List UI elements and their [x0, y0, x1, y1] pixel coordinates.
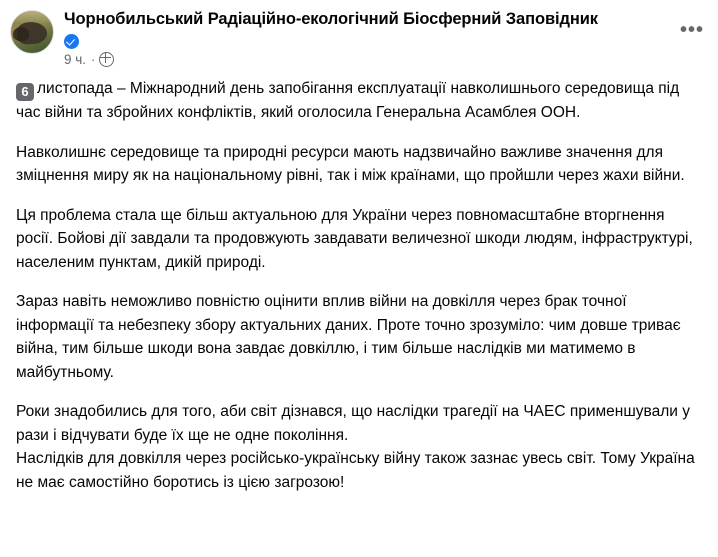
post-paragraph-1 — [16, 77, 702, 125]
post-paragraph-2: Навколишнє середовище та природні ресурси мають надзвичайно важливе значення для зміцнення миру як на національному рівні, так і між країнами, що пройшли через жахи війни. — [16, 143, 685, 184]
post-paragraph-5: Роки знадобились для того, аби світ дізнався, що наслідки трагедії на ЧАЕС применшували у рази і відчувати буде їх ще не одне покоління. — [16, 403, 690, 444]
page-name-row — [64, 8, 704, 30]
post-header — [0, 0, 718, 67]
avatar[interactable] — [10, 10, 54, 54]
avatar-horse-secondary-icon — [13, 27, 29, 41]
post-content — [0, 67, 718, 500]
post-paragraph-6: Наслідків для довкілля через російсько-українську війну також зазнає увесь світ. Тому Україна не має самостійно боротись із цією загрозою! — [16, 450, 695, 491]
more-options-button[interactable]: ••• — [679, 18, 704, 41]
post-timestamp[interactable]: 9 ч. — [64, 52, 87, 67]
six-emoji-icon: 6 — [16, 83, 34, 101]
meta-separator: · — [91, 52, 96, 67]
page-name[interactable]: Чорнобильський Радіаційно-екологічний Біосферний Заповідник — [64, 10, 598, 28]
globe-icon[interactable] — [99, 52, 114, 67]
post-header-text — [64, 8, 704, 67]
verified-row — [64, 30, 704, 48]
post-paragraph-1-text: листопада – Міжнародний день запобігання експлуатації навколишнього середовища під час війни та збройних конфліктів, який оголосила Генеральна Асамблея ООН. — [16, 80, 680, 121]
verified-badge-icon — [64, 34, 79, 49]
post-paragraph-3: Ця проблема стала ще більш актуальною для України через повномасштабне вторгнення росії. Бойові дії завдали та продовжують завдавати величезної шкоди людям, інфраструктурі, населеним пунктам, дикій природі. — [16, 206, 693, 271]
post-paragraph-4: Зараз навіть неможливо повністю оцінити вплив війни на довкілля через брак точної інформації та небезпеку збору актуальних даних. Проте точно зрозуміло: чим довше триває війна, тим більше шкоди вона завдає довкіллю, і тим більше наслідків ми матимемо в майбутньому. — [16, 293, 681, 381]
post-meta — [64, 52, 704, 67]
